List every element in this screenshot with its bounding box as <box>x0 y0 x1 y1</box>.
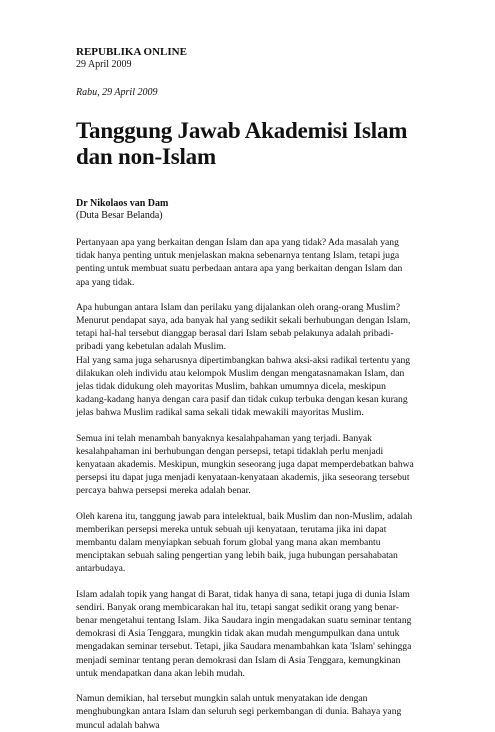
paragraph: Pertanyaan apa yang berkaitan dengan Islam dan apa yang tidak? Ada masalah yang tidak hanya penting untuk menjelaskan makna sebenarnya tentang Islam, tetapi juga penting untuk membuat suatu perbedaan antara apa yang berkaitan dengan Islam dan apa yang tidak. <box>76 237 403 288</box>
article-date: Rabu, 29 April 2009 <box>76 87 158 98</box>
publication-date: 29 April 2009 <box>76 59 132 70</box>
article-page <box>76 46 416 732</box>
paragraph: Semua ini telah menambah banyaknya kesalahpahaman yang terjadi. Banyak kesalahpahaman ini berhubungan dengan persepsi, tetapi tidaklah perlu menjadi kenyataan akademis. Meskipun, mungkin seseorang juga dapat memperdebatkan bahwa persepsi itu dapat juga menjadi kenyataan-kenyataan akademis, jika seseorang tersebut percaya bahwa persepsi mereka adalah benar. <box>76 432 414 497</box>
paragraph: Oleh karena itu, tanggung jawab para intelektual, baik Muslim dan non-Muslim, adalah memberikan persepsi mereka untuk sebuah uji kenyataan, terutama jika ini dapat membantu dalam menyiapkan sebuah forum global yang mana akan membantu menciptakan sebuah saling pengertian yang lebih baik, juga hubungan persahabatan antarbudaya. <box>76 510 413 575</box>
paragraph: Apa hubungan antara Islam dan perilaku yang dijalankan oleh orang-orang Muslim? Menurut pendapat saya, ada banyak hal yang sedikit sekali berhubungan dengan Islam, tetapi hal-hal tersebut dianggap berasal dari Islam sebab pelakunya adalah pribadi-pribadi yang kebetulan adalah Muslim. <box>76 301 411 353</box>
publication-name: REPUBLIKA ONLINE <box>76 46 187 58</box>
author-name: Dr Nikolaos van Dam <box>76 198 169 209</box>
paragraph: Namun demikian, hal tersebut mungkin salah untuk menyatakan ide dengan menghubungkan antara Islam dan seluruh segi perkembangan di dunia. Bahaya yang muncul adalah bahwa <box>76 693 402 731</box>
paragraph: Hal yang sama juga seharusnya dipertimbangkan bahwa aksi-aksi radikal tertentu yang dilakukan oleh individu atau kelompok Muslim dengan mengatasnamakan Islam, dan jelas tidak didukung oleh mayoritas Muslim, bahkan umumnya dicela, meskipun kadang-kadang hanya dengan cara pasif dan tidak cukup terbuka dengan kesan kurang jelas bahwa Muslim radikal sama sekali tidak mewakili mayoritas Muslim. <box>76 354 411 419</box>
author-role: (Duta Besar Belanda) <box>76 210 163 221</box>
paragraph: Islam adalah topik yang hangat di Barat, tidak hanya di sana, tetapi juga di dunia Islam sendiri. Banyak orang membicarakan hal itu, tetapi sangat sedikit orang yang benar-benar mengetahui tentang Islam. Jika Saudara ingin mengadakan suatu seminar tentang demokrasi di Asia Tenggara, mungkin tidak akan mudah mengumpulkan dana untuk mengadakan seminar tersebut. Tetapi, jika Saudara menambahkan kata 'Islam' sehingga menjadi seminar tentang peran demokrasi dan Islam di Asia Tenggara, kemungkinan untuk mendapatkan dana akan lebih mudah. <box>76 588 412 679</box>
article-title: Tanggung Jawab Akademisi Islam dan non-Islam <box>76 118 408 169</box>
